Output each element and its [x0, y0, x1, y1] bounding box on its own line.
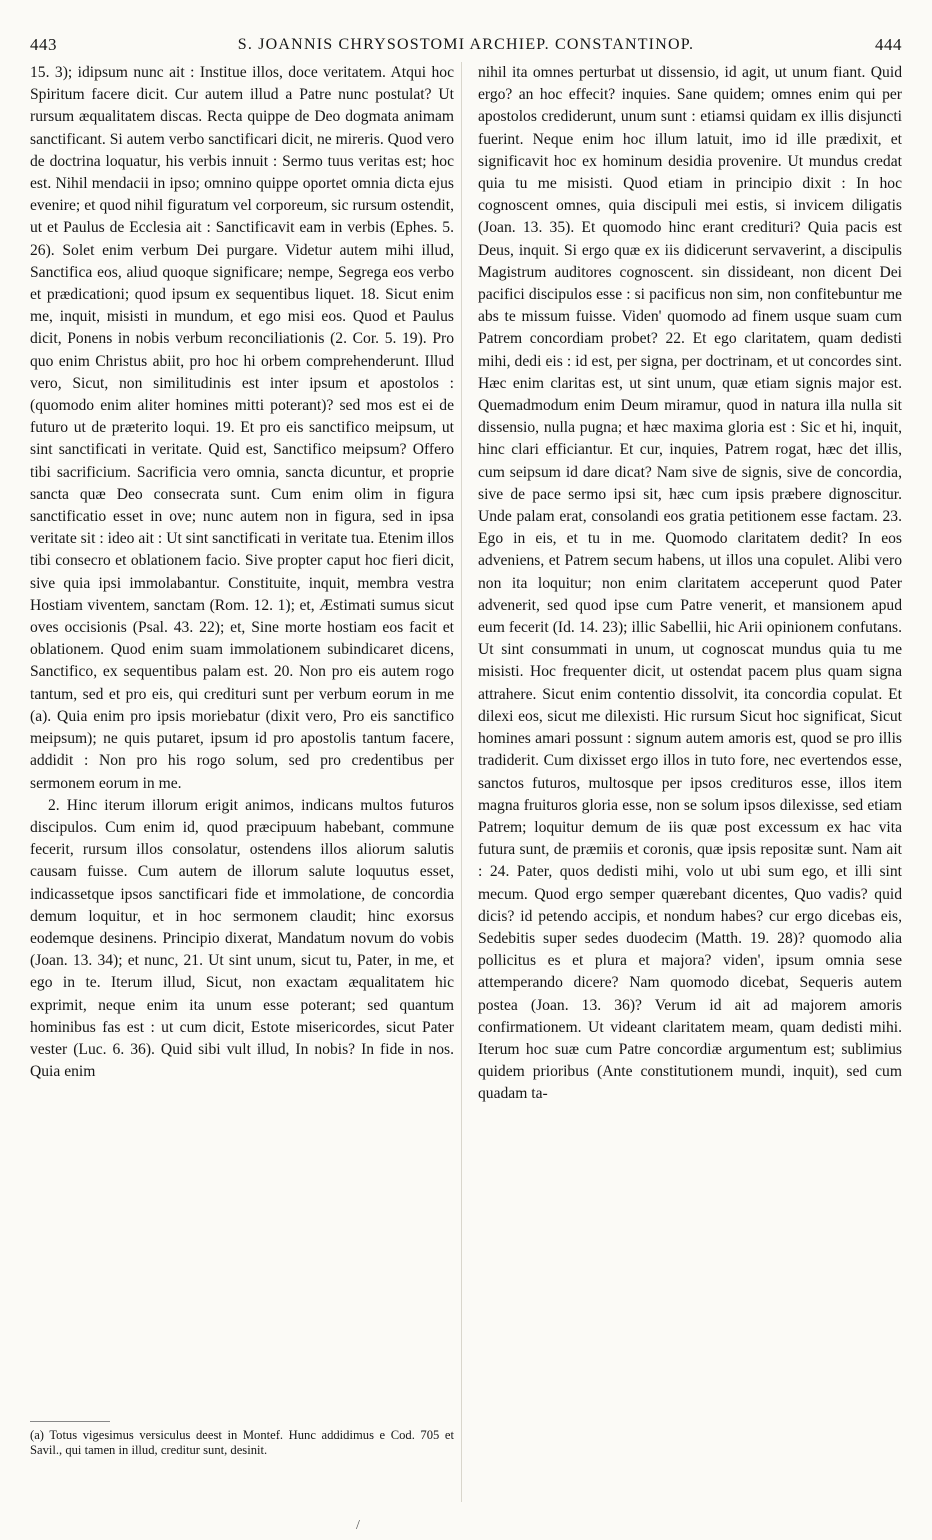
running-title: S. JOANNIS CHRYSOSTOMI ARCHIEP. CONSTANTINOP.: [237, 36, 695, 53]
left-paragraph-1: 15. 3); idipsum nunc ait : Institue illos, doce veritatem. Atqui hoc Spiritum facere dicit. Cur autem illud a Patre nunc postulat? Ut rursum æqualitatem discas. Recta quippe de Deo dogmata animam sanctificant. Si autem verbo sanctificari dicit, ne mireris. Quod vero de doctrina loquatur, his verbis innuit : Sermo tuus veritas est; hoc est. Nihil mendacii in ipso; omnino quippe oportet omnia dicta ejus evenire; et quod nihil figuratum vel corporeum, sic rursum ostendit, ut et Paulus de Ecclesia ait : Sanctificavit eam in verbis (Ephes. 5. 26). Solet enim verbum Dei purgare. Videtur autem mihi illud, Sanctifica eos, aliud quoque significare; nempe, Segrega eos verbo et prædicationi; quod ipsum ex sequentibus liquet. 18. Sicut enim me, inquit, misisti in mundum, et ego misi eos. Quod et Paulus dicit, Ponens in nobis verbum reconciliationis (2. Cor. 5. 19). Pro quo enim Christus abiit, pro hoc hi orbem comprehenderunt. Illud vero, Sicut, non similitudinis est inter ipsum et apostolos : (quomodo enim aliter homines mitti poterant)? sed mos est ei de futuro ut de præterito loqui. 19. Et pro eis sanctifico meipsum, ut sint sanctificati in veritate. Quid est, Sanctifico meipsum? Offero tibi sacrificium. Sacrificia vero omnia, sancta dicuntur, et proprie sancta quæ Deo consecrata sunt. Cum enim olim in figura sanctificatio esset in ove; nunc autem non in figura, sed in ipsa veritate sit : ideo ait : Ut sint sanctificati in veritate tua. Etenim illos tibi consecro et oblationem facio. Sive propter caput hoc fieri dicit, sive quia ipsi immolabantur. Constituite, inquit, membra vestra Hostiam viventem, sanctam (Rom. 12. 1); et, Æstimati sumus sicut oves occisionis (Psal. 43. 22); et, Sine morte hostiam eos facit et oblationem. Quod enim suam immolationem subindicaret dicens, Sanctifico, ex sequentibus palam est. 20. Non pro eis autem rogo tantum, sed et pro eis, qui credituri sunt per verbum eorum in me (a). Quia enim pro ipsis moriebatur (dixit vero, Pro eis sanctifico meipsum); ne quis putaret, ipsum id pro apostolis tantum facere, addidit : Non pro his rogo solum, sed pro credentibus per sermonem eorum in me.: [30, 64, 454, 792]
column-divider: [461, 62, 462, 1502]
footnote-rule: [30, 1421, 110, 1422]
page-number-right: 444: [875, 35, 902, 54]
right-paragraph-1: nihil ita omnes perturbat ut dissensio, id agit, ut unum fiant. Quid ergo? an hoc effecit? inquies. Sane quidem; omnes enim qui per apostolos crediderunt, unum sunt : etiamsi quidam ex illis disjuncti fuerint. Neque enim hoc illum latuit, imo id ille prædixit, et significavit hoc ex hominum desidia provenire. Ut mundus credat quia tu me misisti. Quod etiam in principio dixit : In hoc cognoscent omnes, quia discipuli mei estis, si invicem diligatis (Joan. 13. 35). Et quomodo hinc erant credituri? Quia pacis est Deus, inquit. Si ergo quæ ex iis didicerunt servaverint, a discipulis Magistrum auditores cognoscent. sin dissideant, non dicent Dei pacifici discipulos esse : si pacificus non sim, non confitebuntur me abs te missum fuisse. Viden' quomodo ad finem usque suam cum Patrem concordiam probet? 22. Et ego claritatem, quam dedisti mihi, dedi eis : id est, per signa, per doctrinam, et ut concordes sint. Hæc enim claritas est, ut sint unum, quæ etiam signis major est. Quemadmodum enim Deum miramur, quod in natura illa nulla sit dissensio, nulla pugna; et hæc maxima gloria est : Sic et hi, inquit, hinc clari efficiantur. Et cur, inquies, Patrem rogat, hæc det illis, cum seipsum id dare dicat? Nam sive de signis, sive de concordia, sive de pace sermo ipsi sit, hæc cum ipsis præbere dignoscitur. Unde palam erat, consolandi eos gratia petitionem esse factam. 23. Ego in eis, et tu in me. Quomodo claritatem dedit? In eos adveniens, et Patrem secum habens, ut illos una copulet. Alibi vero non ita loquitur; non enim claritatem acceperunt quod Pater advenerit, sed quod ipse cum Patre venerit, et mansionem apud eum fecerit (Id. 14. 23); illic Sabellii, hic Arii opinionem confutans. Ut sint consummati in unum, ut cognoscat mundus quia tu me misisti. Hoc frequenter dicit, ut ostendat pacem plus quam signa attrahere. Sicut enim contentio dissolvit, ita concordia copulat. Et dilexi eos, sicut me dilexisti. Hic rursum Sicut hoc significat, Sicut homines amari possunt : signum autem amoris est, quod se pro illis tradiderit. Cum dixisset ergo illos in tuto fore, nec evertendos esse, sanctos futuros, multosque per ipsos credituros esse, illos item magna fruituros gloria esse, non se solum ipsos dilexisse, sed etiam Patrem; loquitur demum de iis quæ post excessum ex hac vita futura sunt, de præmiis et coronis, quæ ipsis repositæ sunt. Nam ait : 24. Pater, quos dedisti mihi, volo ut ubi sum ego, et illi sint mecum. Quod ergo semper quærebant dicentes, Quo vadis? quid dicis? id petendo accipis, et nondum habes? cur ergo dicebas eis, Sedebitis super sedes duodecim (Matth. 19. 28)? quomodo alia pollicitus es et plura et majora? viden', ipsum omnia sese attemperando dicere? Nam quomodo dicebat, Sequeris autem postea (Joan. 13. 36)? Verum id ait ad majorem amoris confirmationem. Ut videant claritatem meam, quam dedisti mihi. Iterum hoc suæ cum Patre concordiæ argumentum est; sublimius quidem prioribus (Ante constitutionem mundi, inquit), sed cum quadam ta-: [478, 64, 902, 1103]
left-paragraph-2: 2. Hinc iterum illorum erigit animos, indicans multos futuros discipulos. Cum enim id, quod præcipuum habebant, commune fecerit, rursum illos consolatur, ostendens illos aliorum salutis causam fuisse. Cum autem de illorum salute loquutus esset, indicassetque ipsos sanctificari fide et immolatione, de concordia demum loquitur, et in hoc sermonem claudit; hinc exorsus eodemque desinens. Principio dixerat, Mandatum novum do vobis (Joan. 13. 34); et nunc, 21. Ut sint unum, sicut tu, Pater, in me, et ego in te. Iterum illud, Sicut, non exactam æqualitatem hic exprimit, neque enim ita unum esse poterant; sed quantum hominibus fas est : ut cum dicit, Estote misericordes, sicut Pater vester (Luc. 6. 36). Quid sibi vult illud, In nobis? In fide in nos. Quia enim: [30, 796, 454, 1081]
running-header: [30, 32, 902, 58]
page-number-left: 443: [30, 35, 57, 54]
page-mark: /: [356, 1518, 360, 1533]
left-column: [30, 62, 454, 1422]
footnote: (a) Totus vigesimus versiculus deest in Montef. Hunc addidimus e Cod. 705 et Savil., qui tamen in illud, creditur sunt, desinit.: [30, 1428, 454, 1457]
right-column: [478, 62, 902, 1532]
